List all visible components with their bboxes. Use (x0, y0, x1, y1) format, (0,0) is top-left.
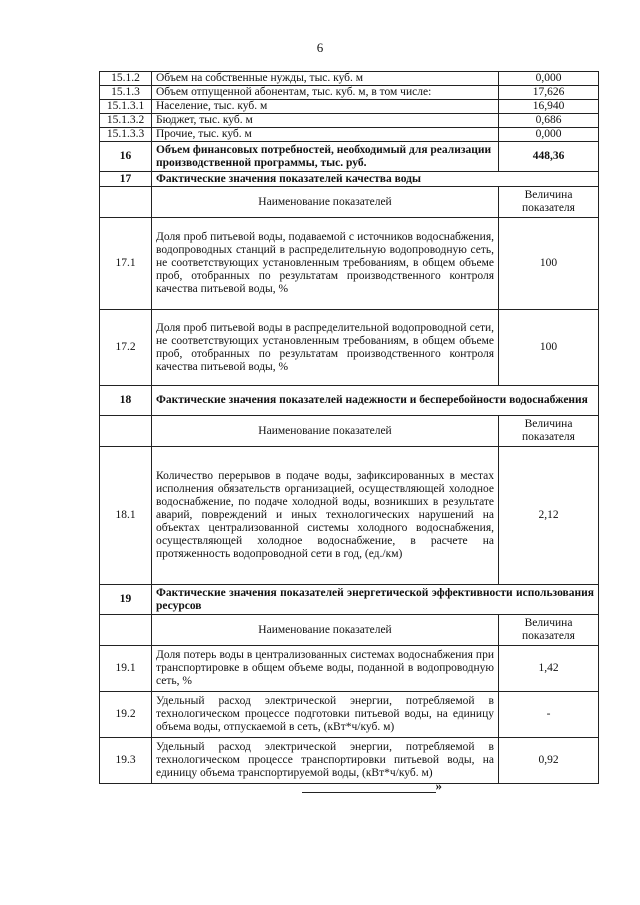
row-number: 15.1.3.1 (100, 100, 152, 114)
row-value: 0,92 (499, 738, 599, 784)
table-row (100, 86, 599, 100)
row-number: 16 (100, 142, 152, 172)
section-title: Фактические значения показателей энергетической эффективности использования ресурсов (152, 585, 599, 615)
row-value: 448,36 (499, 142, 599, 172)
row-value: 0,000 (499, 128, 599, 142)
row-text: Доля проб питьевой воды в распределительной водопроводной сети, не соответствующих установленным требованиям, в общем объеме проб, отобранных по результатам производственного контроля качества питьевой воды, % (152, 310, 499, 386)
table-row (100, 692, 599, 738)
row-value: 100 (499, 218, 599, 310)
closing-quote: » (435, 778, 442, 793)
row-value: 0,686 (499, 114, 599, 128)
column-header-row (100, 615, 599, 646)
table-row (100, 310, 599, 386)
row-number: 19.2 (100, 692, 152, 738)
table-row (100, 646, 599, 692)
row-text: Объем отпущенной абонентам, тыс. куб. м, в том числе: (152, 86, 499, 100)
column-header-name: Наименование показателей (152, 615, 499, 646)
column-header-value: Величина показателя (499, 615, 599, 646)
row-number: 15.1.2 (100, 72, 152, 86)
empty-cell (100, 416, 152, 447)
section-header-row (100, 172, 599, 187)
row-value: 100 (499, 310, 599, 386)
row-text: Прочие, тыс. куб. м (152, 128, 499, 142)
row-value: 2,12 (499, 447, 599, 585)
table-row (100, 72, 599, 86)
row-number: 19.3 (100, 738, 152, 784)
table-row (100, 114, 599, 128)
row-value: 1,42 (499, 646, 599, 692)
closing-line (302, 792, 436, 793)
row-text: Количество перерывов в подаче воды, зафиксированных в местах исполнения обязательств организацией, осуществляющей холодное водоснабжение, по подаче холодной воды, возникших в результате аварий, повреждений и иных технологических нарушений на объектах централизованной системы холодного водоснабжения, осуществляющей холодное водоснабжение, в расчете на протяженность водопроводной сети в год, (ед./км) (152, 447, 499, 585)
row-value: 0,000 (499, 72, 599, 86)
section-title: Фактические значения показателей надежности и бесперебойности водоснабжения (152, 386, 599, 416)
row-value: - (499, 692, 599, 738)
column-header-row (100, 416, 599, 447)
section-header-row (100, 386, 599, 416)
column-header-name: Наименование показателей (152, 187, 499, 218)
row-text: Доля проб питьевой воды, подаваемой с источников водоснабжения, водопроводных станций в распределительную водопроводную сеть, не соответствующих установленным требованиям, в общем объеме проб, отобранных по результатам производственного контроля качества питьевой воды, % (152, 218, 499, 310)
closing-mark (302, 778, 442, 798)
column-header-value: Величина показателя (499, 416, 599, 447)
section-title: Фактические значения показателей качества воды (152, 172, 599, 187)
row-text: Бюджет, тыс. куб. м (152, 114, 499, 128)
section-number: 17 (100, 172, 152, 187)
section-header-row (100, 585, 599, 615)
section-number: 19 (100, 585, 152, 615)
table-row (100, 738, 599, 784)
row-number: 17.1 (100, 218, 152, 310)
row-number: 19.1 (100, 646, 152, 692)
table-row (100, 128, 599, 142)
column-header-value: Величина показателя (499, 187, 599, 218)
column-header-row (100, 187, 599, 218)
column-header-name: Наименование показателей (152, 416, 499, 447)
row-text: Объем на собственные нужды, тыс. куб. м (152, 72, 499, 86)
indicators-table (99, 71, 599, 784)
table-row (100, 447, 599, 585)
row-value: 16,940 (499, 100, 599, 114)
table-row (100, 142, 599, 172)
table-row (100, 218, 599, 310)
row-text: Удельный расход электрической энергии, потребляемой в технологическом процессе подготовки питьевой воды, на единицу объема воды, отпускаемой в сеть, (кВт*ч/куб. м) (152, 692, 499, 738)
row-number: 15.1.3.3 (100, 128, 152, 142)
row-number: 15.1.3.2 (100, 114, 152, 128)
row-text: Удельный расход электрической энергии, потребляемой в технологическом процессе транспортировки питьевой воды, на единицу объема транспортируемой воды, (кВт*ч/куб. м) (152, 738, 499, 784)
table-row (100, 100, 599, 114)
row-value: 17,626 (499, 86, 599, 100)
row-text: Население, тыс. куб. м (152, 100, 499, 114)
row-text: Доля потерь воды в централизованных системах водоснабжения при транспортировке в общем объеме воды, поданной в водопроводную сеть, % (152, 646, 499, 692)
page-number: 6 (316, 40, 324, 55)
row-text: Объем финансовых потребностей, необходимый для реализации производственной программы, тыс. руб. (152, 142, 499, 172)
empty-cell (100, 187, 152, 218)
row-number: 15.1.3 (100, 86, 152, 100)
section-number: 18 (100, 386, 152, 416)
row-number: 18.1 (100, 447, 152, 585)
empty-cell (100, 615, 152, 646)
row-number: 17.2 (100, 310, 152, 386)
